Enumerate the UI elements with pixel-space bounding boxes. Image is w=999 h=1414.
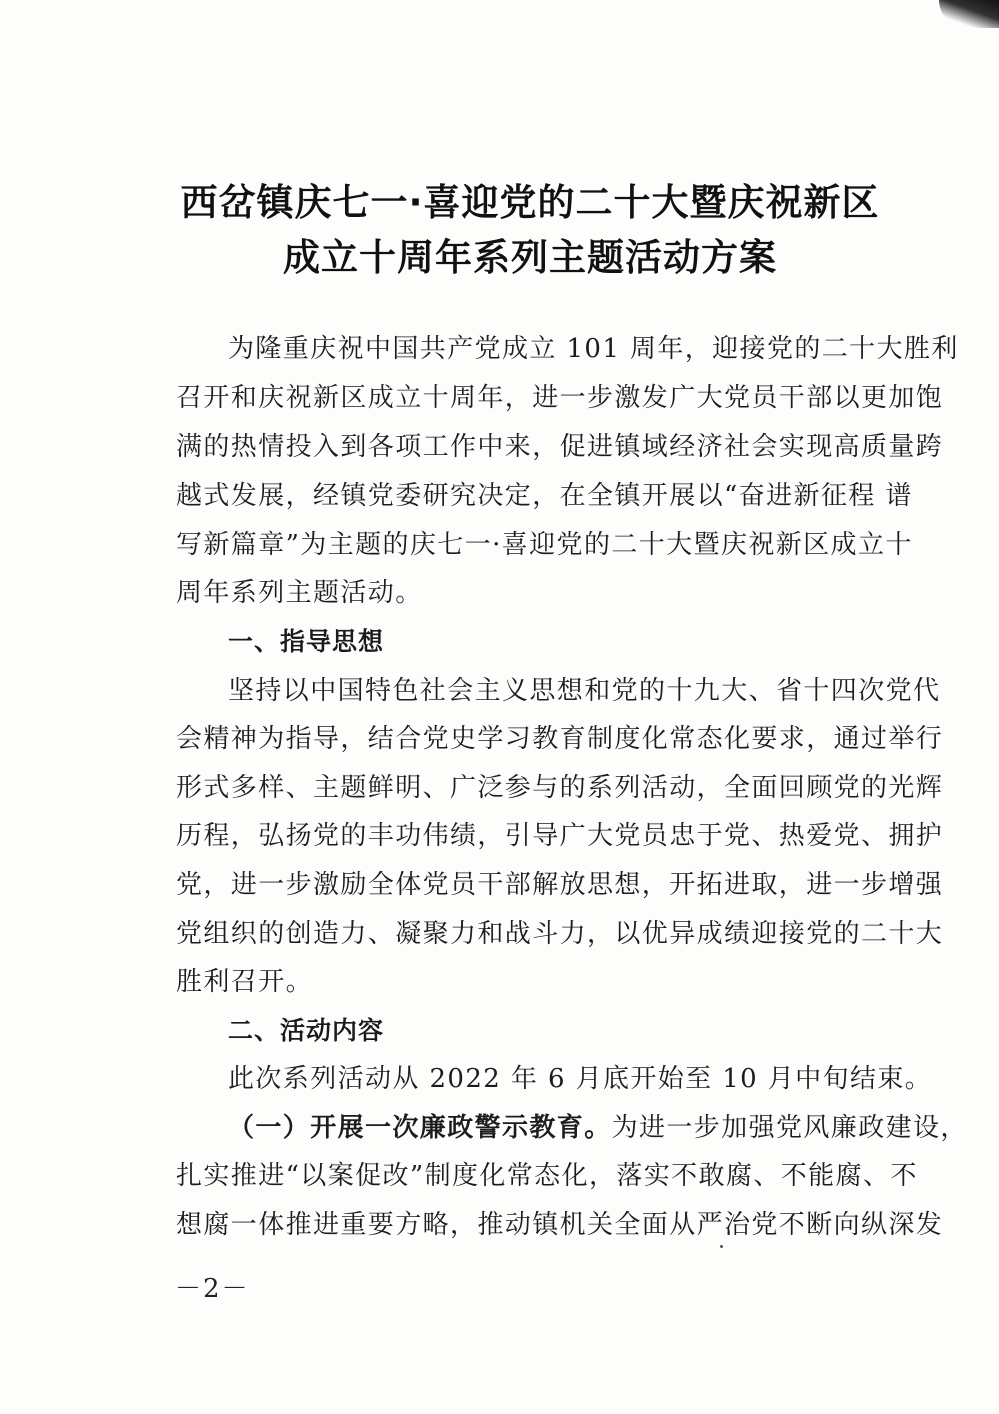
- section-heading-guiding-thought: 一、指导思想: [228, 627, 385, 656]
- section1-line: 坚持以中国特色社会主义思想和党的十九大、省十四次党代: [228, 676, 941, 706]
- section-heading-activity-content: 二、活动内容: [228, 1016, 385, 1045]
- section1-line: 党，进一步激励全体党员干部解放思想，开拓进取，进一步增强: [176, 870, 944, 900]
- page-number: －2－: [175, 1274, 250, 1304]
- intro-line: 越式发展，经镇党委研究决定，在全镇开展以“奋进新征程 谱: [176, 481, 913, 511]
- item1-line: 扎实推进“以案促改”制度化常态化，落实不敢腐、不能腐、不: [176, 1161, 918, 1191]
- section1-line: 党组织的创造力、凝聚力和战斗力，以优异成绩迎接党的二十大: [176, 919, 944, 949]
- intro-line: 满的热情投入到各项工作中来，促进镇域经济社会实现高质量跨: [176, 432, 944, 462]
- intro-line: 为隆重庆祝中国共产党成立 101 周年，迎接党的二十大胜利: [228, 334, 959, 364]
- section2-intro-line: 此次系列活动从 2022 年 6 月底开始至 10 月中旬结束。: [228, 1064, 933, 1094]
- intro-line: 周年系列主题活动。: [176, 578, 423, 608]
- intro-line: 写新篇章”为主题的庆七一·喜迎党的二十大暨庆祝新区成立十: [176, 530, 913, 560]
- intro-line: 召开和庆祝新区成立十周年，进一步激发广大党员干部以更加饱: [176, 383, 944, 413]
- section1-line: 历程，弘扬党的丰功伟绩，引导广大党员忠于党、热爱党、拥护: [176, 821, 944, 851]
- section1-line: 会精神为指导，结合党史学习教育制度化常态化要求，通过举行: [176, 724, 944, 754]
- document-title-line-2: 成立十周年系列主题活动方案: [283, 236, 777, 279]
- document-title-line-1: 西岔镇庆七一·喜迎党的二十大暨庆祝新区: [180, 181, 880, 224]
- scan-corner-mark: [939, 0, 999, 28]
- item1-title: （一）开展一次廉政警示教育。: [228, 1113, 612, 1143]
- scan-speck: [720, 1245, 723, 1248]
- item1-text: 为进一步加强党风廉政建设，: [611, 1113, 968, 1143]
- section1-line: 形式多样、主题鲜明、广泛参与的系列活动，全面回顾党的光辉: [176, 773, 944, 803]
- item1-line: 想腐一体推进重要方略，推动镇机关全面从严治党不断向纵深发: [176, 1210, 944, 1240]
- section1-line: 胜利召开。: [176, 967, 314, 997]
- item1-first-line: [228, 1111, 968, 1145]
